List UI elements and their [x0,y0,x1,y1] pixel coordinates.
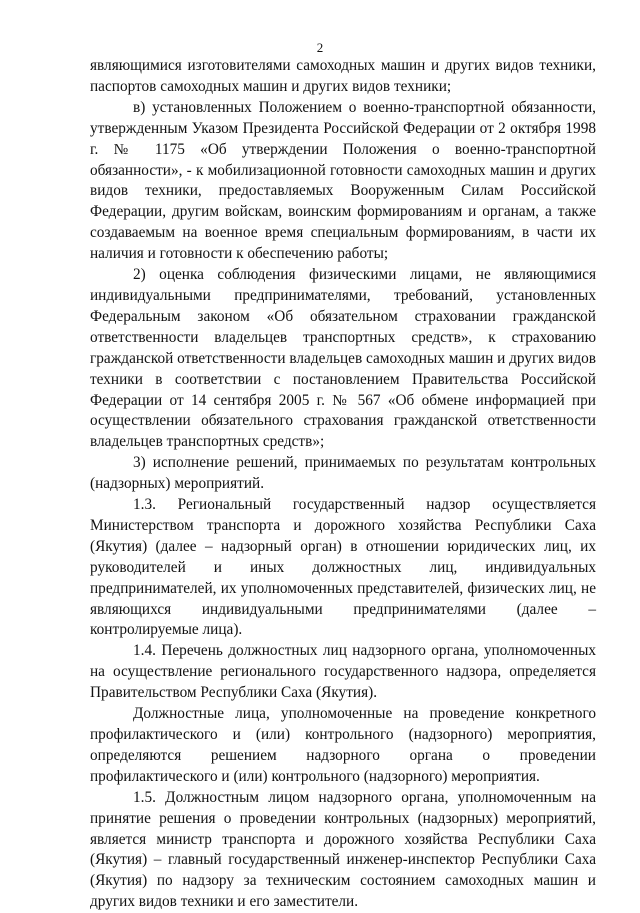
page-number: 2 [316,40,324,55]
paragraph: Должностные лица, уполномоченные на проведение конкретного профилактического и (или) контрольного (надзорного) мероприятия, определяются решением надзорного органа о проведении профилактического и (или) контрольного (надзорного) мероприятия. [90,705,596,785]
document-body [90,56,596,913]
paragraph: 1.3. Региональный государственный надзор осуществляется Министерством транспорта и дорожного хозяйства Республики Саха (Якутия) (далее – надзорный орган) в отношении юридических лиц, их руководителей и иных должностных лиц, индивидуальных предпринимателей, их уполномоченных представителей, физических лиц, не являющихся индивидуальными предпринимателями (далее – контролируемые лица). [90,496,596,639]
paragraph: в) установленных Положением о военно-транспортной обязанности, утвержденным Указом Президента Российской Федерации от 2 октября 1998 г. № 1175 «Об утверждении Положения о военно-транспортной обязанности», - к мобилизационной готовности самоходных машин и других видов техники, предоставляемых Вооруженным Силам Российской Федерации, другим войскам, воинским формированиям и органам, а также создаваемым на военное время специальным формированиям, в части их наличия и готовности к обеспечению работы; [90,98,596,263]
paragraph: 1.5. Должностным лицом надзорного органа, уполномоченным на принятие решения о проведении контрольных (надзорных) мероприятий, является министр транспорта и дорожного хозяйства Республики Саха (Якутия) – главный государственный инженер-инспектор Республики Саха (Якутия) по надзору за техническим состоянием самоходных машин и других видов техники и его заместители. [90,788,596,911]
paragraph: 3) исполнение решений, принимаемых по результатам контрольных (надзорных) мероприятий. [90,454,596,493]
paragraph: 1.4. Перечень должностных лиц надзорного органа, уполномоченных на осуществление регионального государственного надзора, определяется Правительством Республики Саха (Якутия). [90,642,596,702]
paragraph: 2) оценка соблюдения физическими лицами, не являющимися индивидуальными предпринимателями, требований, установленных Федеральным законом «Об обязательном страховании гражданской ответственности владельцев транспортных средств», к страхованию гражданской ответственности владельцев самоходных машин и других видов техники в соответствии с постановлением Правительства Российской Федерации от 14 сентября 2005 г. № 567 «Об обмене информацией при осуществлении обязательного страхования гражданской ответственности владельцев транспортных средств»; [90,266,596,451]
paragraph: являющимися изготовителями самоходных машин и других видов техники, паспортов самоходных машин и других видов техники; [90,57,596,95]
